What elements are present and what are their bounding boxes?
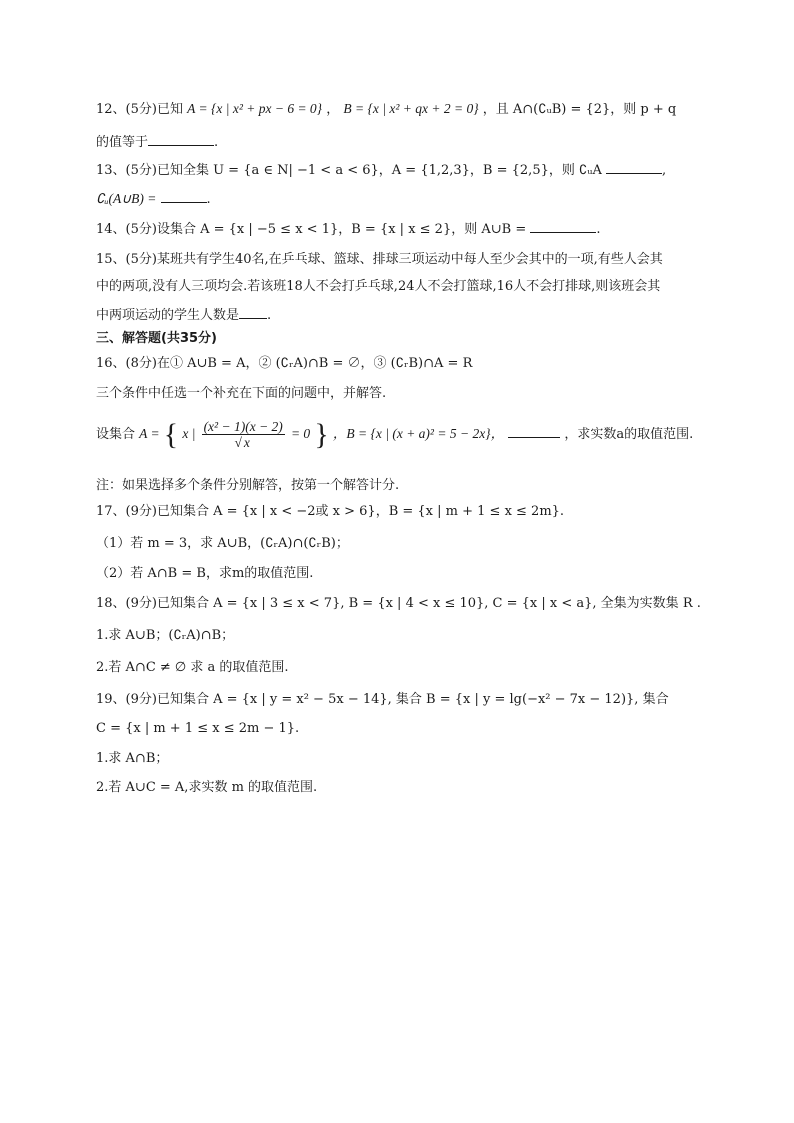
q19-line2: C = {x | m + 1 ≤ x ≤ 2m − 1}. — [96, 721, 300, 736]
q16-question: ，求实数a的取值范围. — [564, 427, 694, 442]
q18-line1: 18、(9分)已知集合 A = {x | 3 ≤ x < 7}, B = {x | 4 < x ≤ 10}, C = {x | x < a}, 全集为实数集 R . — [96, 596, 701, 611]
q16-fraction-numerator: (x² − 1)(x − 2) — [203, 419, 283, 434]
q15-line2: 中的两项,没有人三项均会.若该班18人不会打乒乓球,24人不会打篮球,16人不会打排球,则该班会其 — [96, 279, 661, 294]
q19-part1: 1.求 A∩B； — [96, 751, 169, 766]
q14-blank — [530, 220, 596, 233]
q16-set-a-lhs: A = — [139, 426, 160, 441]
q13-text: 13、(5分)已知全集 U = {a ∈ N| −1 < a < 6}，A = {1,2,3}，B = {2,5}，则 ∁ᵤA — [96, 163, 602, 178]
q13-blank-2 — [161, 190, 207, 203]
q16-sqrt-radicand: x — [243, 435, 250, 450]
q18-part2: 2.若 A∩C ≠ ∅ 求 a 的取值范围. — [96, 660, 289, 675]
left-brace-icon: { — [163, 417, 179, 451]
q15-blank — [239, 306, 267, 319]
q16-set-prefix: 设集合 — [96, 427, 136, 442]
q13-complement-expr: ∁ᵤ(A∪B) = — [96, 191, 157, 206]
q12-line2: 的值等于 . — [96, 135, 219, 150]
q14-line1: 14、(5分)设集合 A = {x | −5 ≤ x < 1}，B = {x | x ≤ 2}，则 A∪B = . — [96, 222, 601, 237]
q19-line1: 19、(9分)已知集合 A = {x | y = x² − 5x − 14}, 集合 B = {x | y = lg(−x² − 7x − 12)}, 集合 — [96, 692, 669, 707]
q16-line3 — [96, 416, 696, 453]
q17-part1: （1）若 m = 3，求 A∪B，(∁ᵣA)∩(∁ᵣB)； — [96, 536, 349, 551]
q13-line2: ∁ᵤ(A∪B) = . — [96, 191, 211, 207]
section-3-title: 三、解答题(共35分) — [96, 331, 217, 346]
q17-part2: （2）若 A∩B = B，求m的取值范围. — [96, 566, 314, 581]
q12-answer-prompt: 的值等于 — [96, 135, 149, 150]
q19-part2: 2.若 A∪C = A,求实数 m 的取值范围. — [96, 780, 318, 795]
q16-blank — [508, 425, 560, 438]
q16-line1: 16、(8分)在① A∪B = A，② (∁ᵣA)∩B = ∅，③ (∁ᵣB)∩A = R — [96, 356, 473, 371]
q16-fraction — [202, 419, 285, 450]
q15-line3: 中两项运动的学生人数是 . — [96, 308, 272, 323]
q16-fraction-denominator: √ x — [234, 435, 250, 450]
q12-set-a: A = {x | x² + px − 6 = 0} — [187, 101, 323, 116]
q15-line1: 15、(5分)某班共有学生40名,在乒乓球、篮球、排球三项运动中每人至少会其中的一项,有些人会其 — [96, 252, 663, 267]
q12-sep: ， — [326, 102, 340, 117]
q12-prefix: 12、(5分)已知 — [96, 102, 183, 117]
q12-set-b: B = {x | x² + qx + 2 = 0} — [343, 101, 479, 116]
q18-part1: 1.求 A∪B；(∁ᵣA)∩B； — [96, 628, 235, 643]
q13-blank-1 — [606, 161, 662, 174]
q16-set-b: ，B = {x | (x + a)² = 5 − 2x}， — [332, 426, 505, 441]
q17-line1: 17、(9分)已知集合 A = {x | x < −2或 x > 6}，B = {x | m + 1 ≤ x ≤ 2m}. — [96, 504, 565, 519]
q12-line1 — [96, 101, 696, 118]
q16-set-a-var: x | — [182, 426, 196, 441]
q15-answer-prompt: 中两项运动的学生人数是 — [96, 308, 240, 323]
q16-line2: 三个条件中任选一个补充在下面的问题中，并解答. — [96, 386, 387, 401]
q12-answer-blank — [148, 133, 214, 146]
q16-note: 注：如果选择多个条件分别解答，按第一个解答计分. — [96, 478, 400, 493]
q12-condition: ，且 A∩(∁ᵤB) = {2}，则 p + q — [482, 102, 677, 117]
q14-text: 14、(5分)设集合 A = {x | −5 ≤ x < 1}，B = {x | x ≤ 2}，则 A∪B = — [96, 222, 527, 237]
q16-set-a-rhs: = 0 — [290, 426, 311, 441]
q13-line1: 13、(5分)已知全集 U = {a ∈ N| −1 < a < 6}，A = {1,2,3}，B = {2,5}，则 ∁ᵤA , — [96, 163, 667, 178]
right-brace-icon: } — [314, 417, 329, 451]
